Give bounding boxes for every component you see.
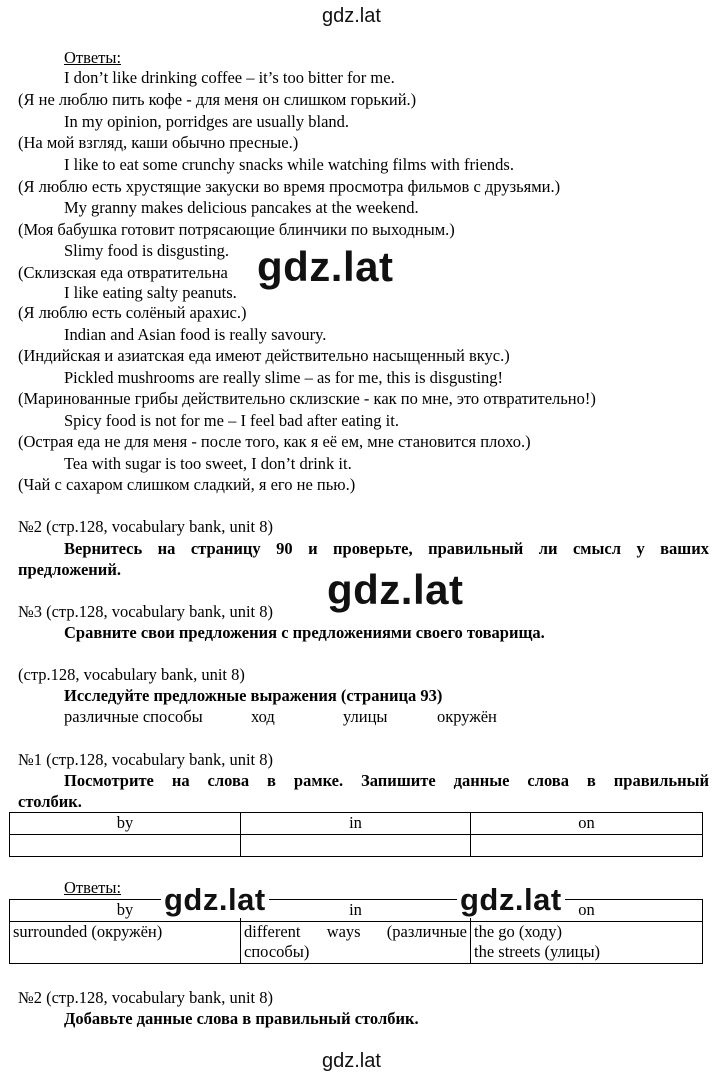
answer-en: I like to eat some crunchy snacks while watching films with friends. bbox=[64, 155, 514, 174]
table-cell bbox=[471, 835, 703, 857]
column-header: on bbox=[471, 900, 703, 922]
answer-en: I don’t like drinking coffee – it’s too bitter for me. bbox=[64, 68, 395, 87]
answer-ru: (Маринованные грибы действительно склизские - как по мне, это отвратительно!) bbox=[18, 389, 596, 408]
answer-ru: (Склизская еда отвратительна bbox=[18, 263, 228, 282]
answer-ru: (Острая еда не для меня - после того, как я её ем, мне становится плохо.) bbox=[18, 432, 531, 451]
word-item: улицы bbox=[343, 707, 388, 726]
answers-label: Ответы: bbox=[64, 878, 122, 897]
table-cell bbox=[241, 835, 471, 857]
word-item: ход bbox=[251, 707, 275, 726]
watermark-bottom: gdz.lat bbox=[322, 1050, 381, 1072]
answer-en: Slimy food is disgusting. bbox=[64, 241, 230, 260]
word-item: различные способы bbox=[64, 707, 203, 726]
task-instruction: Посмотрите на слова в рамке. Запишите данные слова в правильный bbox=[64, 771, 709, 790]
watermark-large: gdz.lat bbox=[257, 243, 394, 290]
column-header: by bbox=[10, 813, 241, 835]
answer-ru: (Чай с сахаром слишком сладкий, я его не пью.) bbox=[18, 475, 356, 494]
answer-ru: (Моя бабушка готовит потрясающие блинчики по выходным.) bbox=[18, 220, 455, 239]
watermark-medium: gdz.lat bbox=[457, 882, 565, 918]
column-header: by bbox=[10, 900, 241, 922]
section-heading: (стр.128, vocabulary bank, unit 8) bbox=[18, 665, 245, 684]
answer-ru: (Я не люблю пить кофе - для меня он слишком горький.) bbox=[18, 90, 417, 109]
watermark-large: gdz.lat bbox=[327, 566, 464, 613]
answers-label: Ответы: bbox=[64, 48, 122, 67]
task-instruction: Сравните свои предложения с предложениями своего товарища. bbox=[64, 623, 545, 642]
task-instruction: предложений. bbox=[18, 560, 121, 579]
cell-line: different ways (различные bbox=[244, 922, 467, 941]
cell-line: the streets (улицы) bbox=[474, 942, 601, 961]
answer-en: In my opinion, porridges are usually bland. bbox=[64, 112, 350, 131]
word-item: окружён bbox=[437, 707, 497, 726]
section-instruction: Исследуйте предложные выражения (страница 93) bbox=[64, 686, 443, 705]
cell-line: способы) bbox=[244, 942, 310, 961]
column-header: in bbox=[241, 900, 471, 922]
task-heading: №2 (стр.128, vocabulary bank, unit 8) bbox=[18, 988, 274, 1007]
task-heading: №2 (стр.128, vocabulary bank, unit 8) bbox=[18, 517, 274, 536]
answer-ru: (Индийская и азиатская еда имеют действительно насыщенный вкус.) bbox=[18, 346, 510, 365]
answer-en: Pickled mushrooms are really slime – as for me, this is disgusting! bbox=[64, 368, 504, 387]
answer-ru: (Я люблю есть хрустящие закуски во время просмотра фильмов с друзьями.) bbox=[18, 177, 561, 196]
answer-ru: (На мой взгляд, каши обычно пресные.) bbox=[18, 133, 299, 152]
answer-en: My granny makes delicious pancakes at the weekend. bbox=[64, 198, 419, 217]
watermark-medium: gdz.lat bbox=[161, 882, 269, 918]
table-cell-by bbox=[10, 922, 241, 964]
task-instruction: Добавьте данные слова в правильный столбик. bbox=[64, 1009, 419, 1028]
column-header: on bbox=[471, 813, 703, 835]
task-instruction: столбик. bbox=[18, 792, 82, 811]
table-cell bbox=[10, 835, 241, 857]
answer-en: Indian and Asian food is really savoury. bbox=[64, 325, 327, 344]
task-heading: №1 (стр.128, vocabulary bank, unit 8) bbox=[18, 750, 274, 769]
cell-line: the go (ходу) bbox=[474, 922, 562, 941]
column-header: in bbox=[241, 813, 471, 835]
answer-en: Spicy food is not for me – I feel bad after eating it. bbox=[64, 411, 399, 430]
answer-en: Tea with sugar is too sweet, I don’t drink it. bbox=[64, 454, 352, 473]
task-heading: №3 (стр.128, vocabulary bank, unit 8) bbox=[18, 602, 274, 621]
cell-line: surrounded (окружён) bbox=[13, 922, 163, 941]
task-instruction: Вернитесь на страницу 90 и проверьте, правильный ли смысл у ваших bbox=[64, 539, 709, 558]
answer-table bbox=[9, 899, 703, 964]
empty-table bbox=[9, 812, 703, 857]
answer-ru: (Я люблю есть солёный арахис.) bbox=[18, 303, 247, 322]
table-cell-in bbox=[241, 922, 471, 964]
answer-en: I like eating salty peanuts. bbox=[64, 283, 237, 302]
watermark-top: gdz.lat bbox=[322, 5, 381, 27]
table-cell-on bbox=[471, 922, 703, 964]
